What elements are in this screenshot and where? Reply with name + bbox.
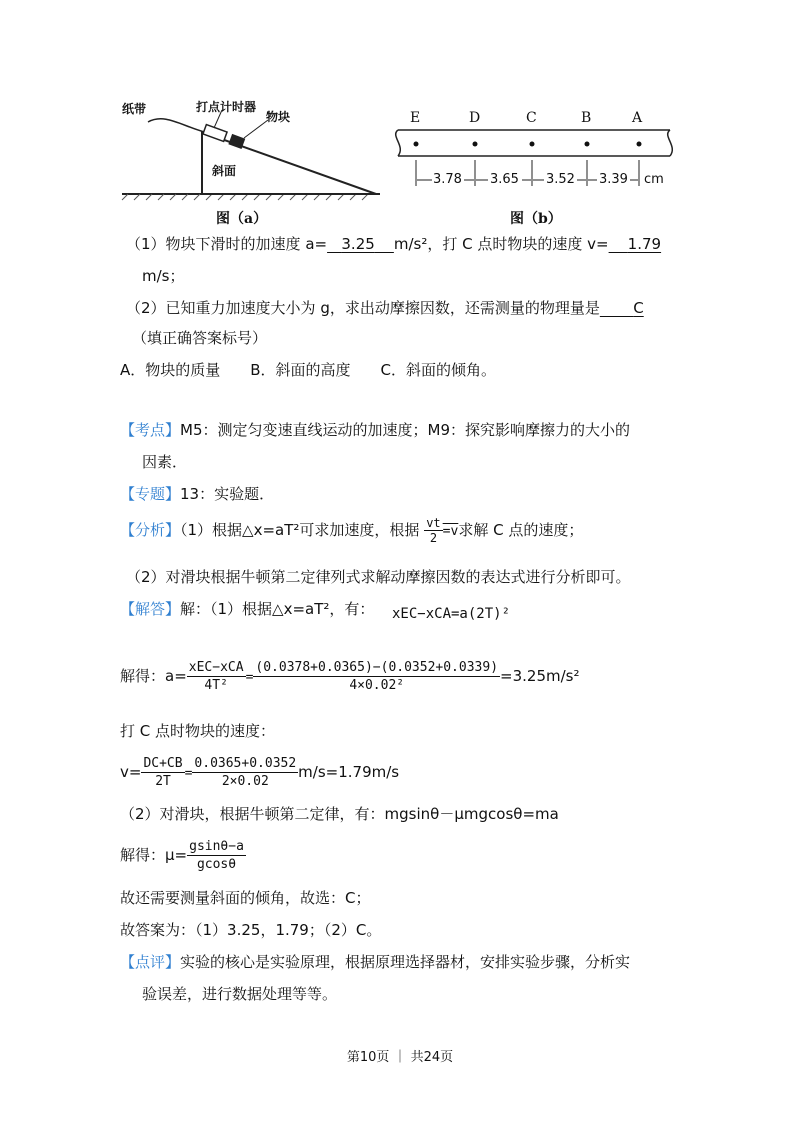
dianping-tag: 【点评】 <box>120 953 181 971</box>
q2-answer: C <box>633 299 644 317</box>
q1-answer-v: 1.79 <box>627 235 662 253</box>
tape-distance-ed: 3.78 <box>433 172 462 187</box>
question-options: A．物块的质量 B．斜面的高度 C．斜面的倾角。 <box>120 361 497 379</box>
question-1-line <box>126 233 661 255</box>
fenxi-fraction: $\frac{vt}{2}$ <box>426 516 441 545</box>
figure-b-caption: 图（b） <box>510 211 562 227</box>
kaodian-tag: 【考点】 <box>120 421 181 439</box>
dianping-text: 实验的核心是实验原理，根据原理选择器材，安排实验步骤，分析实 <box>180 953 631 971</box>
solve-a-fraction-1: $\frac{\text{xEC−xCA}}{\text{4T²}}$ <box>188 660 244 693</box>
v-fraction-1: $\frac{DC+CB}{2T}$ <box>143 756 183 789</box>
tape-distance-cb: 3.52 <box>546 172 575 187</box>
kaodian-text-2: 因素． <box>142 453 188 471</box>
point-a-dot <box>637 142 642 147</box>
q1-unit-v: m/s； <box>142 267 185 285</box>
q1-answer-a: 3.25 <box>341 235 375 253</box>
jieda-text: 解：（1）根据△x=aT²，有： <box>180 600 375 618</box>
tape-point-e: E <box>410 110 421 126</box>
tape-point-a: A <box>632 110 643 126</box>
mu-prefix: 解得：μ= <box>120 846 188 864</box>
kaodian-line <box>120 419 630 441</box>
q1-unit-a: m/s²，打 C 点时物块的速度 v= <box>393 235 609 253</box>
jieda-tag: 【解答】 <box>120 600 181 618</box>
label-block: 物块 <box>266 110 291 124</box>
fenxi-text-2: 求解 C 点的速度； <box>458 521 584 539</box>
conclusion-2: 故答案为：（1）3.25，1.79；（2）C。 <box>120 921 382 939</box>
q2-text: （2）已知重力加速度大小为 g，求出动摩擦因数，还需测量的物理量是 <box>126 299 600 317</box>
dianping-text-2: 验误差，进行数据处理等等。 <box>142 985 338 1003</box>
mu-line <box>120 835 246 875</box>
tape-point-d: D <box>469 110 481 126</box>
point-b-dot <box>585 142 590 147</box>
tape-dimension-arrows <box>414 172 644 188</box>
kaodian-text: M5：测定匀变速直线运动的加速度；M9：探究影响摩擦力的大小的 <box>180 421 630 439</box>
speed-line: 打 C 点时物块的速度： <box>120 722 276 740</box>
solve-a-line: 解得：a= $\frac{\text{xEC−xCA}}{\text{4T²}}$ = $\frac{(0.0378+0.0365)-(0.0352+0.0339)}{\text{4×0.02²}}$ =3.25m/s² <box>120 660 580 693</box>
v-line: v= $\frac{DC+CB}{2T}$ = $\frac{0.0365+0.0352}{2\times 0.02}$ m/s=1.79m/s <box>120 756 400 789</box>
dianping-line <box>120 951 630 973</box>
tape-unit: cm <box>644 172 664 187</box>
figure-a-caption: 图（a） <box>216 211 268 227</box>
label-incline: 斜面 <box>212 164 237 178</box>
fenxi-text-1: （1）根据△x=aT²可求加速度，根据 <box>180 521 420 539</box>
q2-note: （填正确答案标号） <box>132 329 268 347</box>
jieda-formula: xEC−xCA=a(2T)² <box>392 606 511 622</box>
zhuanti-line <box>120 483 274 505</box>
zhuanti-text: 13：实验题． <box>180 485 275 503</box>
label-timer: 打点计时器 <box>196 100 257 114</box>
jieda-line <box>120 598 374 620</box>
v-fraction-2: $\frac{0.0365+0.0352}{2\times 0.02}$ <box>194 756 297 789</box>
tape-point-b: B <box>581 110 592 126</box>
fenxi-tag: 【分析】 <box>120 521 181 539</box>
question-2-line <box>126 297 644 319</box>
label-paper-tape: 纸带 <box>122 102 147 116</box>
fenxi-line-2: （2）对滑块根据牛顿第二定律列式求解动摩擦因数的表达式进行分析即可。 <box>126 568 631 586</box>
solve-a-fraction-2: $\frac{(0.0378+0.0365)-(0.0352+0.0339)}{\text{4×0.02²}}$ <box>255 660 499 693</box>
point-e-dot <box>414 142 419 147</box>
fenxi-equals-v: =v <box>442 524 459 539</box>
point-c-dot <box>530 142 535 147</box>
v-result: m/s=1.79m/s <box>298 763 400 781</box>
fenxi-line <box>120 516 583 545</box>
conclusion-1: 故还需要测量斜面的倾角，故选：C； <box>120 889 371 907</box>
tape-distance-dc: 3.65 <box>490 172 519 187</box>
zhuanti-tag: 【专题】 <box>120 485 181 503</box>
tape-distance-ba: 3.39 <box>599 172 628 187</box>
mu-fraction: $\frac{gsin\theta-a}{gcos\theta}$ <box>189 839 244 872</box>
v-prefix: v= <box>120 763 142 781</box>
solve-a-prefix: 解得：a= <box>120 667 187 685</box>
tape-point-c: C <box>526 110 537 126</box>
solve-a-result: =3.25m/s² <box>500 667 580 685</box>
newton-line: （2）对滑块，根据牛顿第二定律，有：mgsinθ－μmgcosθ=ma <box>120 805 559 823</box>
q1-prefix: （1）物块下滑时的加速度 a= <box>126 235 328 253</box>
page-footer: 第10页 ｜ 共24页 <box>346 1050 454 1065</box>
point-d-dot <box>473 142 478 147</box>
